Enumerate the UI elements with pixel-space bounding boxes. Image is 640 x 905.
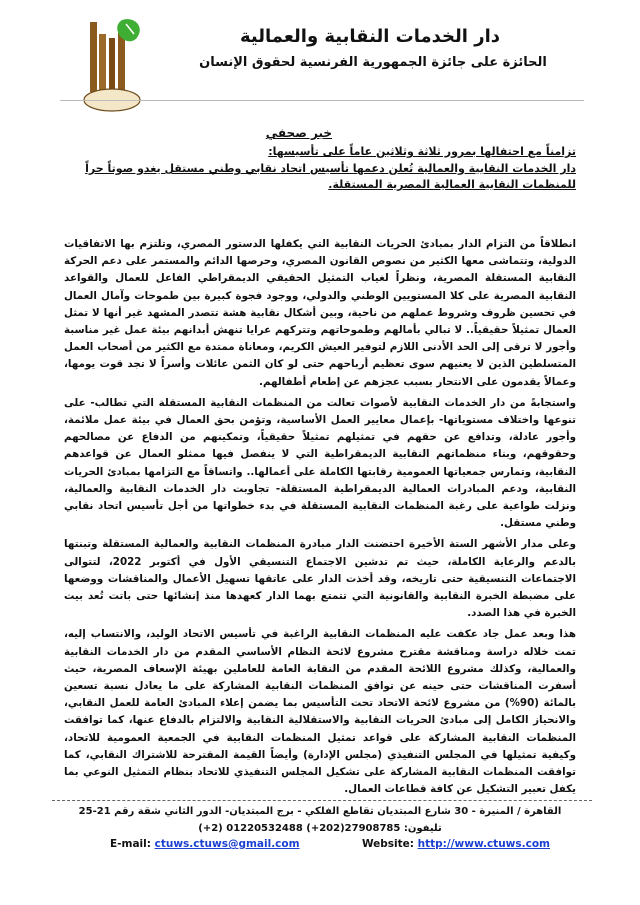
ctuws-logo <box>82 14 146 118</box>
email-link[interactable]: ctuws.ctuws@gmail.com <box>154 838 300 850</box>
email-label: E-mail: <box>110 838 151 850</box>
header-divider <box>60 100 584 101</box>
footer-address: القاهرة / المنيرة - 30 شارع المبتديان تقاطع الفلكي - برج المبتديان- الدور الثاني شقة رقم 21-25 <box>78 806 562 817</box>
footer-divider <box>52 800 592 801</box>
org-name: دار الخدمات النقابية والعمالية <box>240 26 500 47</box>
website-link[interactable]: http://www.ctuws.com <box>417 838 550 850</box>
paragraph: وعلى مدار الأشهر الستة الأخيرة احتضنت الدار مبادرة المنظمات النقابية والعمالية المستقلة وتبنتها بالدعم والرعاية الكاملة، حيث تم تدشين الاجتماع التنسيقي الأول في أكتوبر 2022، لتتوالى الاجتماعات التنسيقية حتى تاريخه، وقد أخذت الدار على عاتقها تسهيل الأعمال والمناقشات ووضعها على مضبطة الخبرة النقابية والقانونية التي تتمتع بهما الدار كعهدها منذ إنشائها حتى باتت تُعد بيت الخبرة في هذا الصدد. <box>64 538 576 620</box>
email-block <box>110 838 300 850</box>
paragraph: هذا وبعد عمل جاد عكفت عليه المنظمات النقابية الراغبة في تأسيس الاتحاد الوليد، والانتساب إليه، تمت خلاله دراسة ومناقشة مقترح مشروع لائحة النظام الأساسي المقدم من دار الخدمات النقابية والعمالية، وكذلك مشروع اللائحة المقدم من النقابة العامة للعاملين بهيئة الإسعاف المصرية، حيث أسفرت المناقشات حتى حينه عن توافق المنظمات النقابية المشاركة على ما يعادل نسبة تسعين بالمائة (90%) من مشروع لائحة الاتحاد تحت التأسيس بما يضمن إعلاء المبادئ العامة للعمل النقابي، والانحياز الكامل إلى مبادئ الحريات النقابية والاستقلالية النقابية والالتزام بالدفاع عنها، كما توافقت المنظمات النقابية المشاركة على قواعد تمثيل المنظمات النقابية في الجمعية العمومية للاتحاد، وكيفية تمثيلها في المجلس التنفيذي (مجلس الإدارة) وأيضاً القيمة المقترحة للاشتراك النقابي، كما توافقت المنظمات النقابية المشاركة على تشكيل المجلس التنفيذي للاتحاد بنظام التمثيل النوعي بما يكفل تعبير التشكيل عن كافة قطاعات العمال. <box>64 628 576 796</box>
website-block <box>362 838 550 850</box>
lead-headline: دار الخدمات النقابية والعمالية تُعلن دعمها تأسيس اتحاد نقابي وطني مستقل يغدو صوتاً حراً للمنظمات النقابية العمالية المصرية المستقلة. <box>85 162 576 191</box>
article-body <box>64 236 576 803</box>
award-line: الحائزة على جائزة الجمهورية الفرنسية لحقوق الإنسان <box>199 55 547 70</box>
paragraph: واستجابةً من دار الخدمات النقابية لأصوات تعالت من المنظمات النقابية المستقلة التي تطالب- على تنوعها واختلاف مستوياتها- بإعمال معايير العمل الأساسية، وتؤمن بحق العمال في بيئة عمل ملائمة، وأجور عادلة، وتدافع عن حقهم في تمثيلهم تمثيلاً حقيقياً، وتمكينهم من الدفاع عن مصالحهم وحقوقهم، وبناء منظماتهم النقابية الديمقراطية التي لا ينفصل فيها ممثلو العمال عن قواعدهم النقابية، وتمارس جمعياتها العمومية رقابتها الكاملة على أعمالها.. واتساقاً مع التزامها بمبادئ الحريات النقابية، ودعم المبادرات العمالية الديمقراطية المستقلة- تجاوبت دار الخدمات النقابية والعمالية، ونزلت طواعية على رغبة المنظمات النقابية المستقلة في بدء خطواتها من أجل تأسيس اتحاد نقابي وطني مستقل. <box>64 396 576 530</box>
press-release-label: خبر صحفي <box>265 126 332 140</box>
footer-contact <box>110 838 550 850</box>
footer-phone: تليفون: 27908785(202+) 01220532488 (2+) <box>198 823 442 834</box>
website-label: Website: <box>361 838 414 850</box>
paragraph: انطلاقاً من التزام الدار بمبادئ الحريات النقابية التي يكفلها الدستور المصري، وتلتزم بها الاتفاقيات الدولية، وتتماشى معها الكثير من نصوص القانون المصري، وحرصها الدائم والمستمر على دعم الحركة النقابية المستقلة المصرية، ونظراً لغياب التمثيل الحقيقي الديمقراطي الفاعل للعمال والقواعد النقابية المصرية على كلا المستويين الوطني والدولي، ووجود فجوة كبيرة بين طموحات وآمال العمال في تحسين ظروف وشروط عملهم من ناحية، وبين أشكال نقابية هشة تتصدر المشهد غير أنها لا تمثل العمال تمثيلاً حقيقياً.. لا تبالي بأمالهم وطموحاتهم وتتركهم عرايا تنهش أبدانهم بيئة عمل غير مناسبة وأجور لا ترقى إلى الحد الأدنى اللازم لتوفير العيش الكريم، ومعاناة ممتدة مع الكثير من أصحاب العمل المتسلطين الذين لا يعنيهم سوى تعظيم أرباحهم حتى لو كان الثمن عائلات وأسراً لا تجد قوت يومها، وعمالاً يقدمون على الانتحار بسبب عجزهم عن إطعام أطفالهم. <box>64 238 576 388</box>
subtitle: تزامناً مع احتفالها بمرور ثلاثة وثلاثين عاماً على تأسيسها: <box>268 145 576 158</box>
